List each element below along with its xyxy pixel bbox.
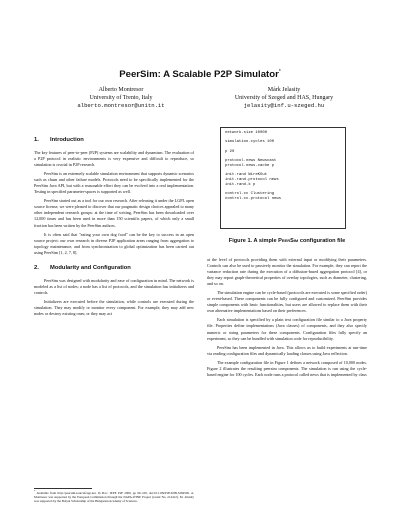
- paragraph: Initializers are executed before the simulation, while controls are executed during the simulation. They may modify or monitor every component. For example, they may add new nodes or destroy existing ones; or they may act: [34, 298, 194, 316]
- author-name: Alberto Montresor: [98, 87, 144, 93]
- paragraph: The simulation engine can be cycle-based (protocols are executed is some specified order) or event-based. These components can be fully configured and customized. PeerSim provides simple components with basic functionalities, but users are allowed to replace them with their own alternative implementations based on their preferences.: [207, 290, 367, 314]
- section-number: 2.: [34, 264, 39, 271]
- section-heading-introduction: [34, 136, 194, 144]
- paragraph: The key features of peer-to-peer (P2P) systems are scalability and dynamism. The evaluation of a P2P protocol in realistic environments is very expensive and difficult to reproduce, so simulation is crucial in P2P research.: [34, 150, 194, 168]
- paragraph: PeerSim was designed with modularity and ease of configuration in mind. The network is modeled as a list of nodes; a node has a list of protocols, and the simulation has initializers and controls.: [34, 277, 194, 295]
- author-email[interactable]: jelasity@inf.u-szeged.hu: [243, 102, 325, 109]
- footnote-mark: *: [34, 490, 36, 493]
- code-line: protocol.news Newscast: [225, 159, 277, 164]
- code-line: init.rand WireKOut: [225, 173, 268, 178]
- title-footnote-mark: *: [278, 69, 281, 75]
- title-text: PeerSim: A Scalable P2P Simulator: [119, 69, 279, 81]
- code-line: network.size 10000: [225, 131, 268, 135]
- author-block-1: [44, 86, 198, 110]
- author-affiliation: University of Szeged and HAS, Hungary: [234, 95, 334, 101]
- code-line: control.cc.protocol news: [225, 196, 282, 201]
- author-name: Márk Jelasity: [267, 87, 301, 93]
- author-block-2: [206, 86, 362, 110]
- code-line: protocol.news.cache p: [225, 163, 275, 168]
- author-affiliation: University of Trento, Italy: [89, 95, 153, 101]
- paragraph: It is often said that "eating your own dog food" can be the key to success in an open source project: our own research in diverse P2P application areas ranging from aggregation to topology maintenance, and from synchronization to global optimization has been carried out using PeerSim [1, 2, 7, 8].: [34, 231, 194, 255]
- paragraph: PeerSim has been implemented in Java. This allows us to build experiments at run-time via reading configuration files and dynamically loading classes using Java reflection.: [207, 344, 367, 356]
- section-heading-modularity: [34, 264, 194, 272]
- paragraph: The example configuration file in Figure 1 defines a network composed of 10,000 nodes. Figure 2 illustrates the resulting peersim components. The simulation is run using the cycle-based engine for 100 cycles. Each node runs a protocol called news that is implemented by class: [207, 359, 367, 377]
- code-line: simulation.cycles 100: [225, 140, 275, 145]
- section-title: Introduction: [50, 137, 84, 143]
- footnote-text: Available from http://peersim.sourceforge.net. In Proc. IEEE P2P 2009, pp 99–100, doi:10.1109/P2P.2009.5284506. A. Montresor was supported by the European Commission through the NAPA-WINE Project (Grant No. 214412). M. Jelasity was supported by the Bolyai Scholarship of the Hungarian Academy of Sciences.: [34, 491, 194, 504]
- code-line: init.rand.k p: [225, 182, 256, 187]
- caption-peersim: PeerSim: [278, 238, 299, 244]
- figure-1-config-listing: [220, 127, 346, 229]
- left-column: [34, 136, 194, 320]
- paragraph: PeerSim started out as a tool for our own research. After releasing it under the LGPL open source license, we were pleased to discover that our pragmatic design choices appealed to many other independent research groups: at the time of writing, PeerSim has been downloaded over 12,000 times and has been used in more than 150 scientific papers, of which only a small fraction has been written by the PeerSim authors.: [34, 198, 194, 228]
- footnote-rule: [34, 488, 92, 489]
- code-line: p 20: [225, 149, 235, 154]
- code-line: init.rand.protocol news: [225, 177, 279, 182]
- author-email[interactable]: alberto.montresor@unitn.it: [77, 102, 165, 109]
- code-line: control.cc Clustering: [225, 191, 275, 196]
- section-title: Modularity and Configuration: [50, 264, 131, 271]
- figure-1-caption: [207, 238, 367, 244]
- paragraph: PeerSim is an extremely scalable simulation environment that supports dynamic scenarios such as churn and other failure models. Protocols need to be specifically implemented for the PeerSim Java API, but with a reasonable effort they can be evolved into a real implementation. Testing in specified parameter-spaces is supported as well.: [34, 171, 194, 195]
- paragraph: at the level of protocols providing them with external input or modifying their parameters. Controls can also be used to passively monitor the simulation. For example, they can report the variance reduction rate during the execution of a diffusion-based aggregation protocol [4], or they may report graph-theoretical properties of overlay topologies, such as diameter, clustering, and so on.: [207, 257, 367, 287]
- section-number: 1.: [34, 137, 39, 143]
- right-column: [207, 257, 367, 381]
- paragraph: Each simulation is specified by a plain text configuration file similar to a Java property file. Properties define implementations (Java classes) of components, and they also specify numeric or string parameters for these components. Configuration files fully specify an experiment, so they can be bundled with simulation code for reproducibility.: [207, 317, 367, 341]
- caption-prefix: Figure 1. A simple: [228, 238, 277, 244]
- paper-title: [0, 69, 400, 80]
- footnote: [34, 490, 194, 504]
- caption-suffix: configuration file: [299, 238, 346, 244]
